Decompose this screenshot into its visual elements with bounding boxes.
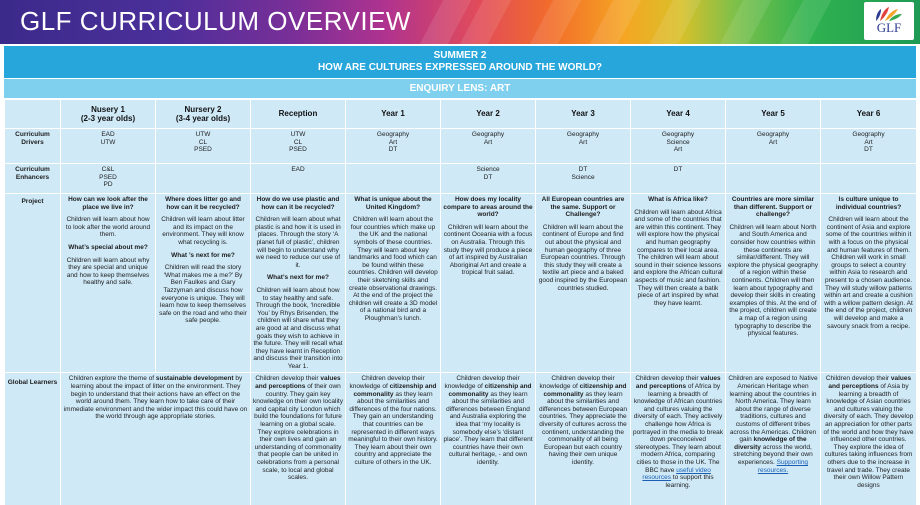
project-description: Children will learn about the continent of Europe and find out about the physical and human geography of three European countries. Through this study they will create a textile art piece and a baked good inspired by the European countries studied.: [538, 223, 628, 292]
project-description: Children will learn about why they are special and unique and how to keep themselves healthy and safe.: [66, 256, 150, 287]
driver-subject: UTW: [290, 131, 306, 138]
project-cell: [441, 194, 536, 373]
global-text: as they learn about the similarities and differences of the four nations. They gain an understanding that countries can be represented in different ways meaningful to their own history. They learn about their own country and appreciate the culture of others in the UK.: [348, 390, 438, 466]
enhancers-cell: [61, 164, 156, 194]
project-description: Children will learn about how to stay healthy and safe. Through the book, ‘Incredible You’ by Rhys Brisenden, the children will share what they are good at and discuss what goals they wish to achieve in the future. They will recall what they have learnt in Reception and discuss their transition into Year 1.: [253, 286, 343, 370]
header-banner: [0, 0, 920, 44]
term-heading: [4, 46, 916, 78]
project-question: What’s special about me?: [68, 243, 148, 251]
global-key-theme: citizenship and commonality: [543, 383, 627, 398]
enhancer-subject: C&L: [101, 166, 115, 173]
column-header: [631, 100, 726, 129]
global-text: Children develop their: [255, 375, 321, 383]
global-learners-cell: [441, 373, 536, 505]
project-question: What is Africa like?: [648, 196, 708, 203]
project-description: Children will learn about litter and its impact on the environment. They will know what recycling is.: [161, 216, 245, 246]
driver-subject: Art: [578, 138, 588, 146]
enhancers-row: [5, 164, 917, 194]
driver-subject: DT: [388, 146, 398, 154]
enhancers-cell: [441, 164, 536, 194]
drivers-cell: [156, 129, 251, 164]
curriculum-table: [4, 99, 917, 505]
global-learners-cell: [726, 373, 821, 505]
column-header: [536, 100, 631, 129]
global-key-theme: values and perceptions: [828, 375, 912, 391]
global-text: Children develop their: [825, 375, 891, 383]
global-text: Children develop their: [635, 375, 701, 383]
enhancer-subject: DT: [483, 173, 493, 181]
enhancer-subject: PD: [103, 181, 113, 189]
project-description: Children will read the story ‘What makes me a me?’ By Ben Faulkes and Gary Tazzyman and discuss how everyone is unique. They will learn how to keep themselves safe on the road and who their safe people.: [159, 264, 247, 325]
global-text: of their own country. They gain key knowledge on their own locality and capital city London which build the foundations for future learning on a global scale. They explore celebrations in their own lives and gain an understanding of commonality that people can be united in celebrations from a personal scale, to local and global scales.: [253, 383, 343, 482]
project-question: What ’s next for me?: [171, 251, 235, 259]
project-question: How do we use plastic and how can it be recycled?: [256, 196, 340, 211]
column-age: (3-4 year olds): [175, 114, 231, 123]
project-question: Is culture unique to individual countries?: [835, 196, 902, 211]
drivers-cell: [536, 129, 631, 164]
enhancer-subject: EAD: [291, 166, 305, 173]
corner-cell: [5, 100, 61, 129]
banner-stripe: [766, 0, 842, 44]
enhancer-subject: DT: [578, 166, 588, 173]
project-cell: [631, 194, 726, 373]
column-header: [726, 100, 821, 129]
column-title: Reception: [278, 109, 318, 119]
header-row: [5, 100, 917, 129]
global-text: to support this learning.: [665, 474, 714, 489]
drivers-cell: [726, 129, 821, 164]
global-text: Children develop their knowledge of: [444, 375, 520, 391]
global-key-theme: values and perceptions: [255, 375, 341, 391]
project-description: Children will learn about how to look after the world around them.: [65, 216, 151, 239]
global-row: [5, 373, 917, 505]
global-text: by learning about the impact of litter on the environment. They begin to understand that their actions have an effect on the world around them. They learn how to take care of their immediate environment and the wider impact this could have on the world through age appropriate stories.: [63, 375, 248, 421]
global-key-theme: sustainable development: [155, 375, 234, 383]
driver-subject: CL: [293, 138, 303, 146]
global-text: across the world, stretching beyond their own experiences.: [733, 443, 813, 466]
enhancers-cell: [726, 164, 821, 194]
banner-stripe: [636, 0, 712, 44]
enhancers-cell: [346, 164, 441, 194]
project-question: How can we look after the place we live in?: [68, 196, 148, 211]
row-label-drivers: Curriculum Drivers: [5, 129, 61, 164]
row-label-global: Global Learners: [5, 373, 61, 505]
driver-subject: Geography: [756, 131, 790, 138]
page-title: GLF CURRICULUM OVERVIEW: [20, 6, 411, 36]
project-question: Countries are more similar than different. Support or challenge?: [731, 196, 815, 219]
column-header: [156, 100, 251, 129]
driver-subject: Geography: [566, 131, 600, 138]
row-label-project: Project: [5, 194, 61, 373]
project-cell: [156, 194, 251, 373]
driver-subject: Geography: [376, 131, 410, 138]
global-key-theme: citizenship and commonality: [353, 383, 437, 398]
drivers-cell: [251, 129, 346, 164]
global-text: Children explore the theme of: [68, 375, 156, 383]
driver-subject: Geography: [661, 131, 695, 138]
global-text: of Asia by learning a breadth of knowledge of Asian countries and cultures valuing the diversity of each. They develop an appreciation for other parts of the world and how they have influenced other countries. They explore the idea of cultures taking influences from others due to the increase in travel and trade. They create their own Willow Pattern designs: [823, 383, 914, 489]
driver-subject: PSED: [194, 146, 212, 154]
enhancer-subject: DT: [673, 166, 683, 173]
driver-subject: PSED: [289, 146, 307, 154]
project-cell: [346, 194, 441, 373]
global-learners-cell: [821, 373, 917, 505]
resource-link[interactable]: useful video resources: [642, 466, 711, 482]
global-learners-cell: [631, 373, 726, 505]
drivers-cell: [631, 129, 726, 164]
enhancer-subject: Science: [571, 173, 595, 181]
term-question: HOW ARE CULTURES EXPRESSED AROUND THE WORLD?: [317, 62, 603, 73]
drivers-row: [5, 129, 917, 164]
column-title: Year 5: [761, 109, 785, 119]
global-learners-cell: [61, 373, 251, 505]
project-question: What is unique about the United Kingdom?: [354, 196, 432, 211]
column-title: Year 6: [856, 109, 881, 119]
global-text: as they learn about the similarities and differences between European countries. They appreciate the diversity of cultures across the continent, understanding the commonality of all being European but each country having their own unique identity.: [538, 390, 628, 466]
column-title: Year 3: [571, 109, 595, 119]
drivers-cell: [61, 129, 156, 164]
drivers-cell: [346, 129, 441, 164]
project-cell: [61, 194, 156, 373]
global-key-theme: citizenship and commonality: [448, 383, 532, 398]
project-question: What’s next for me?: [267, 274, 329, 282]
project-description: Children will learn about the continent of Asia and explore some of the countries within it with a focus on the physical and human features of them. Children will work in small groups to select a country within Asia to research and present to a chosen audience. They will study willow patterns within art and create a cushion with a willow pattern design. At the end of the project, children will develop and make a savoury snack from a recipe.: [824, 216, 913, 330]
driver-subject: Art: [864, 138, 873, 146]
enhancer-subject: PSED: [99, 173, 117, 181]
row-label-enhancers: Curriculum Enhancers: [5, 164, 61, 194]
driver-subject: DT: [864, 146, 873, 154]
global-text: Children develop their knowledge of: [539, 375, 615, 391]
banner-stripe: [706, 0, 782, 44]
driver-subject: Art: [388, 138, 398, 146]
banner-stripe: [516, 0, 592, 44]
column-age: (2-3 year olds): [80, 114, 136, 123]
enhancers-cell: [536, 164, 631, 194]
column-title: Year 1: [381, 109, 405, 119]
global-text: Children are exposed to Native American Heritage when learning about the countries in North America. They learn about the range of diverse traditions, cultures and customs of different tribes across the Americas. Children gain: [728, 375, 818, 444]
global-learners-cell: [536, 373, 631, 505]
column-title: Year 4: [666, 109, 690, 119]
global-text: of Africa by learning a breadth of knowledge of African countries and cultures valuing the diversity of each. They actively challenge how Africa is portrayed in the media to break down preconceived stereotypes. They learn about modern Africa, comparing cities to those in the UK. The BBC have: [633, 383, 723, 474]
drivers-cell: [821, 129, 917, 164]
column-title: Year 2: [476, 109, 500, 119]
project-question: Where does litter go and how can it be recycled?: [165, 196, 241, 211]
driver-subject: Geography: [471, 131, 505, 138]
project-row: [5, 194, 917, 373]
resource-link[interactable]: Supporting resources.: [757, 459, 809, 474]
enhancers-cell: [156, 164, 251, 194]
driver-subject: UTW: [195, 131, 211, 138]
driver-subject: Art: [483, 138, 493, 146]
enhancers-cell: [821, 164, 917, 194]
column-header: [251, 100, 346, 129]
column-header: [821, 100, 917, 129]
banner-stripe: [576, 0, 652, 44]
project-cell: [726, 194, 821, 373]
project-cell: [821, 194, 917, 373]
global-key-theme: values and perceptions: [635, 375, 721, 391]
project-description: Children will learn about North and South America and consider how countries within these continents are similar/different. They will explore the physical geography of a region within these continents. Children will then learn about typography and develop their skills in creating examples of this. At the end of the project, children will create a map of a region using typography to describe the physical features.: [728, 223, 818, 338]
column-title: Nusery 1: [91, 104, 125, 114]
column-header: [346, 100, 441, 129]
driver-subject: Science: [666, 138, 690, 146]
enhancers-cell: [631, 164, 726, 194]
global-key-theme: knowledge of the diversity: [734, 436, 807, 451]
project-question: How does my locality compare to areas around the world?: [443, 196, 533, 219]
project-cell: [251, 194, 346, 373]
driver-subject: CL: [198, 138, 208, 146]
project-description: Children will learn about the continent Oceania with a focus on Australia. Through this study they will produce a piece of art inspired by Australian Aboriginal Art and create a tropical fruit salad.: [443, 223, 533, 277]
driver-subject: UTW: [100, 138, 116, 146]
column-header: [441, 100, 536, 129]
enquiry-lens: ENQUIRY LENS: ART: [4, 79, 916, 98]
driver-subject: EAD: [101, 131, 115, 138]
glf-logo: [864, 2, 914, 40]
project-description: Children will learn about Africa and some of the countries that are within this continent. They will explore how the physical and human geography compares to their local area. The children will learn about sound in their science lessons and explore the African cultural aspects of music and fashion. They will then create a batik piece of art inspired by what they have learnt.: [633, 208, 723, 307]
driver-subject: Art: [673, 146, 683, 154]
column-header: [61, 100, 156, 129]
global-learners-cell: [346, 373, 441, 505]
enhancers-cell: [251, 164, 346, 194]
driver-subject: Geography: [852, 131, 885, 138]
term-name: SUMMER 2: [433, 50, 487, 61]
project-question: All European countries are the same. Support or Challenge?: [541, 196, 625, 219]
logo-text: GLF: [876, 20, 902, 35]
driver-subject: Art: [768, 138, 778, 146]
drivers-cell: [441, 129, 536, 164]
column-title: Nursery 2: [184, 104, 222, 114]
project-description: Children will learn about what plastic is and how it is used in places. Through the story ‘A planet full of plastic’, children will begin to understand why we need to reduce our use of it.: [255, 216, 341, 269]
project-description: Children will learn about the four countries which make up the UK and the national symbols of these countries. They will learn about key landmarks and food which can be found within these countries. Children will develop their sketching skills and create observational drawings. At the end of the project the children will create a 3D model of a national bird and a Ploughman’s lunch.: [348, 216, 438, 322]
enhancer-subject: Science: [476, 166, 500, 173]
project-cell: [536, 194, 631, 373]
global-text: Children develop their knowledge of: [349, 375, 425, 391]
global-text: as they learn about the similarities and differences between England and Australia exploring the idea that ‘my locality is somebody else’s ‘distant place’. They learn that different countries have their own cultural heritage, - and own identity.: [443, 390, 533, 466]
global-learners-cell: [251, 373, 346, 505]
